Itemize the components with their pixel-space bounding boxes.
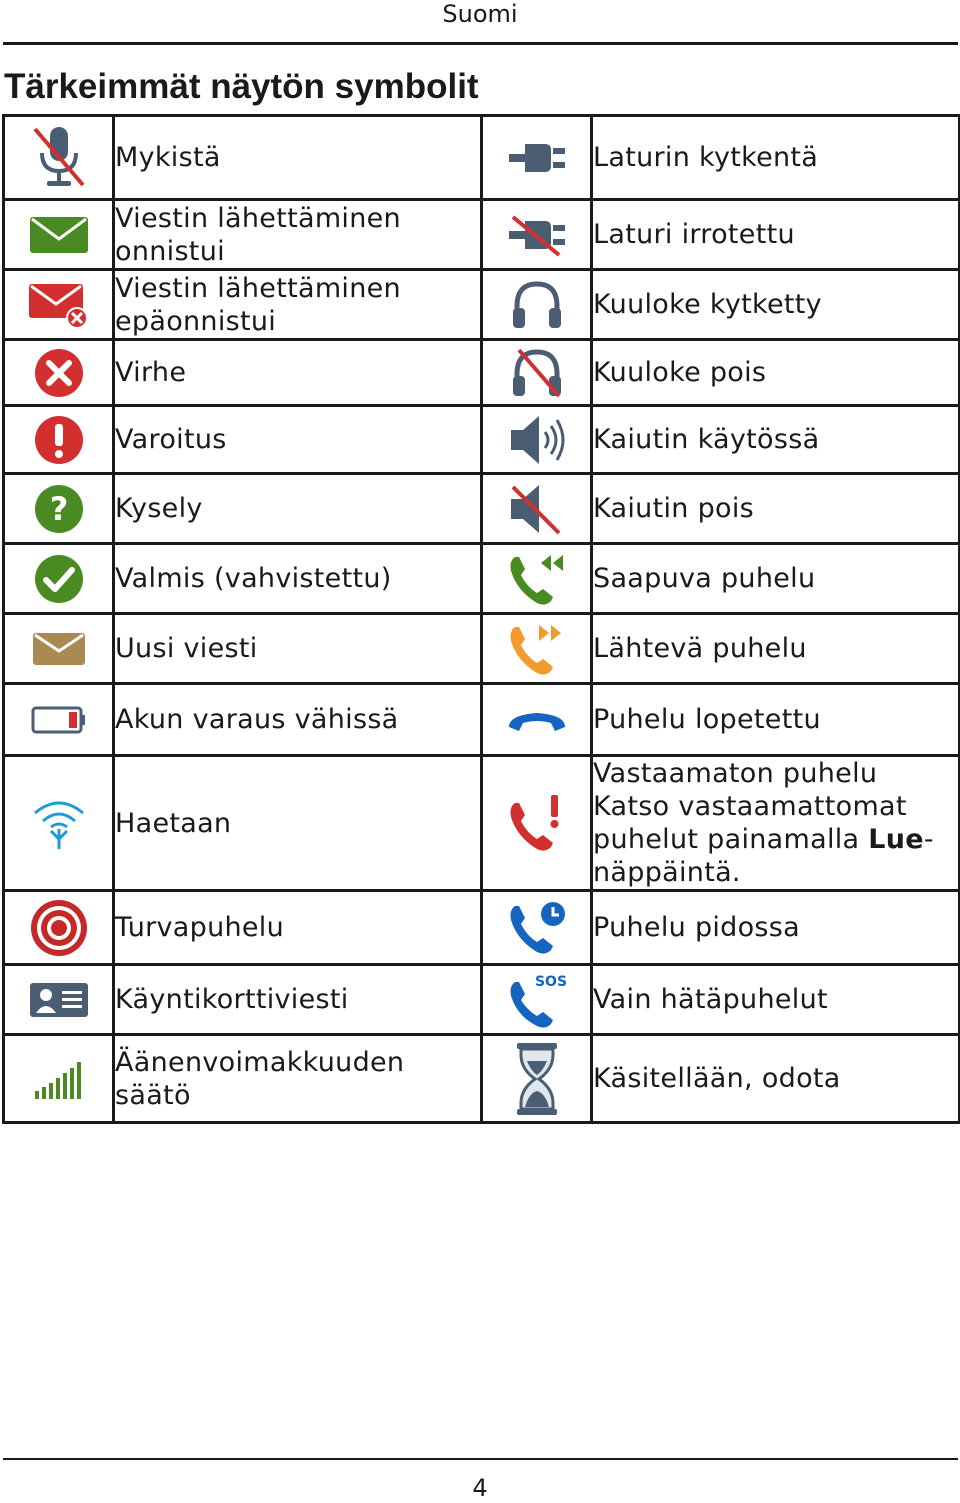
charger-disconnected-icon (507, 213, 567, 257)
symbol-icon-cell (482, 270, 592, 340)
incoming-call-icon (505, 549, 569, 609)
symbol-label: Käsitellään, odota (593, 1063, 841, 1094)
symbol-icon-cell (4, 684, 114, 756)
symbol-label: Lähtevä puhelu (593, 633, 807, 664)
symbol-label: Valmis (vahvistettu) (115, 563, 392, 594)
symbol-label: Puhelu pidossa (593, 912, 801, 943)
symbol-row (4, 544, 960, 614)
emergency-call-icon (29, 898, 89, 958)
symbol-label: Laturin kytkentä (593, 142, 819, 173)
symbol-icon-cell (4, 474, 114, 544)
call-ended-icon (505, 705, 569, 735)
symbol-label: Virhe (115, 357, 187, 388)
symbol-icon-cell (482, 614, 592, 684)
symbol-icon-cell (482, 891, 592, 965)
missed-call-icon (505, 791, 569, 855)
headset-off-icon (509, 346, 565, 400)
symbol-icon-cell (4, 614, 114, 684)
symbol-icon-cell (4, 406, 114, 474)
symbol-row (4, 270, 960, 340)
battery-low-icon (31, 705, 87, 735)
symbol-row (4, 406, 960, 474)
symbol-icon-cell (482, 965, 592, 1035)
symbol-row (4, 965, 960, 1035)
symbol-icon-cell (482, 340, 592, 406)
symbol-label: Käyntikorttiviesti (115, 984, 349, 1015)
symbol-label: Kysely (115, 493, 203, 524)
symbol-icon-cell (4, 756, 114, 891)
page-number: 4 (472, 1474, 488, 1502)
headset-connected-icon (509, 278, 565, 332)
message-failed-icon (27, 280, 91, 330)
symbol-label: Vain hätäpuhelut (593, 984, 828, 1015)
volume-level-icon (31, 1057, 87, 1101)
speaker-on-icon (507, 412, 567, 468)
symbol-table (2, 114, 960, 1124)
symbol-icon-cell (4, 1035, 114, 1123)
missed-call-label (593, 757, 958, 889)
symbol-icon-cell (482, 544, 592, 614)
symbol-icon-cell (482, 684, 592, 756)
call-on-hold-icon (505, 898, 569, 958)
hourglass-icon (513, 1041, 561, 1117)
query-icon (33, 483, 85, 535)
message-sent-icon (28, 213, 90, 257)
symbol-icon-cell (4, 891, 114, 965)
emergency-only-icon (505, 970, 569, 1030)
symbol-icon-cell (4, 200, 114, 270)
symbol-label: Mykistä (115, 142, 221, 173)
symbol-label: Kaiutin käytössä (593, 424, 820, 455)
symbol-row (4, 1035, 960, 1123)
symbol-label: Viestin lähettäminen epäonnistui (115, 272, 401, 337)
new-message-icon (31, 629, 87, 669)
symbol-icon-cell (4, 270, 114, 340)
symbol-row (4, 756, 960, 891)
page-title: Tärkeimmät näytön symbolit (4, 67, 479, 106)
symbol-label: Akun varaus vähissä (115, 704, 399, 735)
symbol-label: Viestin lähettäminen onnistui (115, 202, 401, 267)
symbol-row (4, 340, 960, 406)
symbol-row (4, 891, 960, 965)
symbol-row (4, 614, 960, 684)
symbol-row (4, 200, 960, 270)
mute-mic-icon (29, 123, 89, 193)
charger-connected-icon (507, 138, 567, 178)
warning-icon (33, 414, 85, 466)
confirmed-icon (33, 553, 85, 605)
symbol-row (4, 116, 960, 200)
symbol-icon-cell (482, 474, 592, 544)
symbol-icon-cell (4, 965, 114, 1035)
top-divider (3, 42, 958, 45)
svg-text:?: ? (49, 489, 68, 528)
missed-call-text-tail: -näppäintä. (593, 824, 934, 888)
symbol-label: Laturi irrotettu (593, 219, 795, 250)
searching-network-icon (29, 795, 89, 851)
symbol-label: Kaiutin pois (593, 493, 754, 524)
speaker-off-icon (507, 481, 567, 537)
read-key-name: Lue (868, 824, 924, 855)
symbol-label: Uusi viesti (115, 633, 258, 664)
symbol-icon-cell (4, 116, 114, 200)
symbol-label: Äänenvoimakkuuden säätö (115, 1046, 405, 1111)
missed-call-text: Vastaamaton puhelu Katso vastaamattomat puhelut painamalla (593, 758, 907, 855)
symbol-label: Saapuva puhelu (593, 563, 816, 594)
symbol-label: Puhelu lopetettu (593, 704, 821, 735)
symbol-row (4, 684, 960, 756)
symbol-icon-cell (4, 544, 114, 614)
symbol-icon-cell (482, 200, 592, 270)
business-card-icon (28, 979, 90, 1021)
symbol-label: Turvapuhelu (115, 912, 285, 943)
symbol-icon-cell (482, 406, 592, 474)
bottom-divider (3, 1458, 958, 1460)
symbol-icon-cell (4, 340, 114, 406)
outgoing-call-icon (505, 619, 569, 679)
header-language: Suomi (442, 0, 518, 28)
symbol-label: Kuuloke kytketty (593, 289, 822, 320)
symbol-icon-cell (482, 116, 592, 200)
symbol-label: Haetaan (115, 807, 232, 839)
symbol-label: Kuuloke pois (593, 357, 767, 388)
symbol-icon-cell (482, 756, 592, 891)
symbol-icon-cell (482, 1035, 592, 1123)
symbol-label: Varoitus (115, 424, 227, 455)
error-icon (33, 347, 85, 399)
sos-text: SOS (534, 973, 567, 990)
symbol-row (4, 474, 960, 544)
